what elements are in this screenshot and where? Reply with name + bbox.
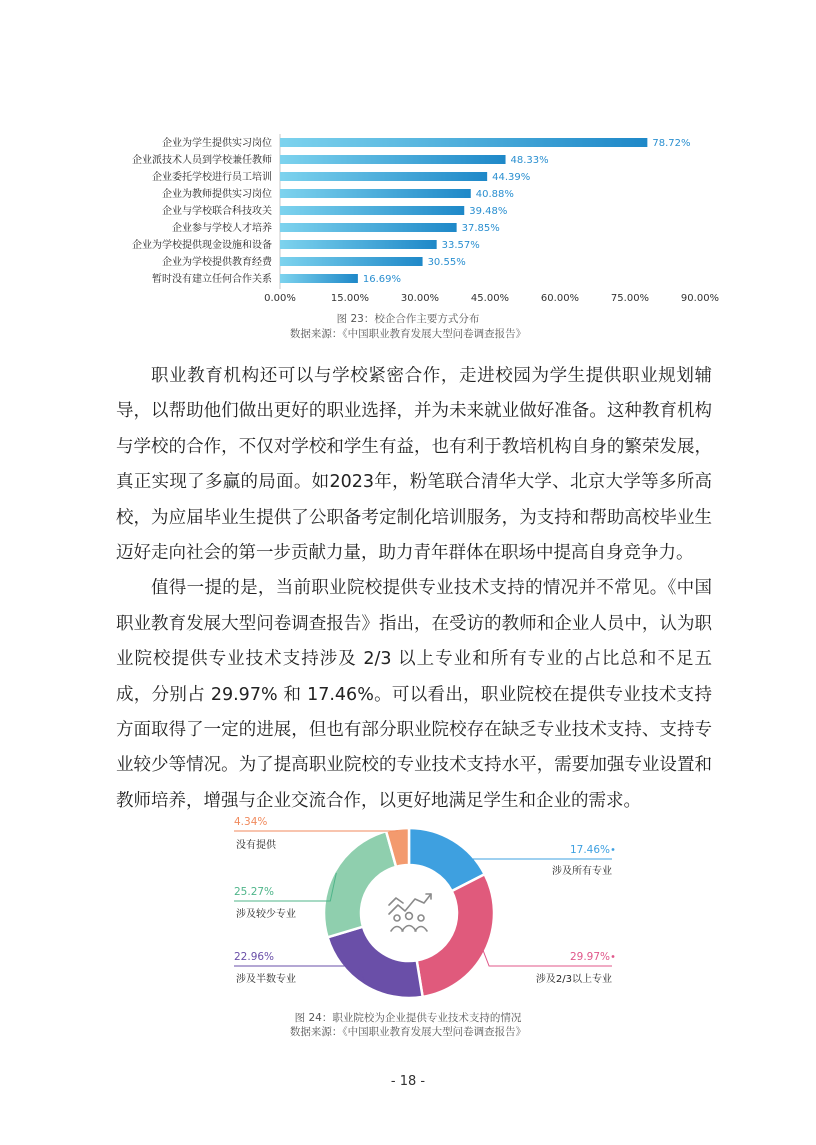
- figure-24-source: 数据来源：《中国职业教育发展大型问卷调查报告》: [289, 1026, 527, 1038]
- donut-category-label: 涉及较少专业: [236, 909, 296, 920]
- donut-category-label: 涉及半数专业: [236, 974, 296, 985]
- bar-value-label: 39.48%: [469, 206, 508, 217]
- bar-category-label: 企业为学校提供教育经费: [162, 257, 272, 268]
- donut-slice: [328, 927, 423, 998]
- paragraph-1: 职业教育机构还可以与学校紧密合作，走进校园为学生提供职业规划辅导，以帮助他们做出更好的职业选择，并为未来就业做好准备。这种教育机构与学校的合作，不仅对学校和学生有益，也有利于教培机构自身的繁荣发展，真正实现了多赢的局面。如2023年，粉笔联合清华大学、北京大学等多所高校，为应届毕业生提供了公职备考定制化培训服务，为支持和帮助高校毕业生迈好走向社会的第一步贡献力量，助力青年群体在职场中提高自身竞争力。: [116, 366, 712, 564]
- donut-value-label: 4.34%: [234, 816, 268, 828]
- x-tick-label: 90.00%: [680, 293, 720, 304]
- figure-24-caption: 图 24：职业院校为企业提供专业技术支持的情况: [294, 1012, 522, 1024]
- bar-category-label: 企业为学校提供现金设施和设备: [132, 240, 272, 251]
- bar-value-label: 78.72%: [652, 138, 691, 149]
- figure-23-source: 数据来源：《中国职业教育发展大型问卷调查报告》: [289, 328, 527, 340]
- donut-value-label: 17.46%: [569, 844, 610, 856]
- donut-value-label: 22.96%: [234, 951, 275, 963]
- x-tick-label: 60.00%: [540, 293, 580, 304]
- bar-category-label: 企业为教师提供实习岗位: [162, 189, 272, 200]
- bar: [280, 189, 471, 198]
- bar-value-label: 33.57%: [441, 240, 480, 251]
- donut-value-label: 29.97%: [569, 951, 610, 963]
- page-number: - 18 -: [390, 1074, 426, 1089]
- x-tick-label: 15.00%: [330, 293, 370, 304]
- bar-category-label: 企业派技术人员到学校兼任教师: [132, 155, 272, 166]
- bar: [280, 172, 487, 181]
- donut-value-label: 25.27%: [234, 886, 275, 898]
- tech-support-donut-chart: [0, 810, 816, 1010]
- body-text: [116, 359, 712, 819]
- donut-category-label: 涉及2/3以上专业: [535, 974, 612, 985]
- donut-category-label: 没有提供: [236, 840, 276, 851]
- growth-people-icon: [389, 894, 431, 931]
- bar-value-label: 37.85%: [461, 223, 500, 234]
- bar-category-label: 企业为学生提供实习岗位: [162, 138, 272, 149]
- bar-category-label: 企业委托学校进行员工培训: [152, 172, 272, 183]
- bar-value-label: 30.55%: [427, 257, 466, 268]
- bar-value-label: 40.88%: [475, 189, 514, 200]
- paragraph-2: 值得一提的是，当前职业院校提供专业技术支持的情况并不常见。《中国职业教育发展大型问卷调查报告》指出，在受访的教师和企业人员中，认为职业院校提供专业技术支持涉及 2/3 以上专业和所有专业的占比总和不足五成，分别占 29.97% 和 17.46%。可以看出，职业院校在提供专业技术支持方面取得了一定的进展，但也有部分职业院校存在缺乏专业技术支持、支持专业较少等情况。为了提高职业院校的专业技术支持水平，需要加强专业设置和教师培养，增强与企业交流合作，以更好地满足学生和企业的需求。: [116, 578, 712, 811]
- leader-dot: [612, 848, 615, 851]
- x-tick-label: 0.00%: [264, 293, 296, 304]
- bar: [280, 274, 358, 283]
- bar-category-label: 暂时没有建立任何合作关系: [152, 274, 272, 285]
- bar: [280, 206, 464, 215]
- bar-category-label: 企业与学校联合科技攻关: [162, 206, 272, 217]
- bar: [280, 257, 423, 266]
- bar: [280, 240, 437, 249]
- bar-value-label: 16.69%: [362, 274, 402, 285]
- figure-23-caption: 图 23：校企合作主要方式分布: [336, 313, 480, 325]
- donut-slice: [324, 831, 396, 937]
- x-tick-label: 75.00%: [610, 293, 650, 304]
- donut-category-label: 涉及所有专业: [552, 866, 612, 877]
- bar: [280, 155, 506, 164]
- donut-slice: [417, 874, 494, 997]
- bar: [280, 223, 457, 232]
- bar: [280, 138, 647, 147]
- x-tick-label: 30.00%: [400, 293, 440, 304]
- bar-value-label: 48.33%: [510, 155, 549, 166]
- bar-category-label: 企业参与学校人才培养: [172, 223, 272, 234]
- leader-dot: [612, 955, 615, 958]
- x-tick-label: 45.00%: [470, 293, 510, 304]
- bar-value-label: 44.39%: [492, 172, 531, 183]
